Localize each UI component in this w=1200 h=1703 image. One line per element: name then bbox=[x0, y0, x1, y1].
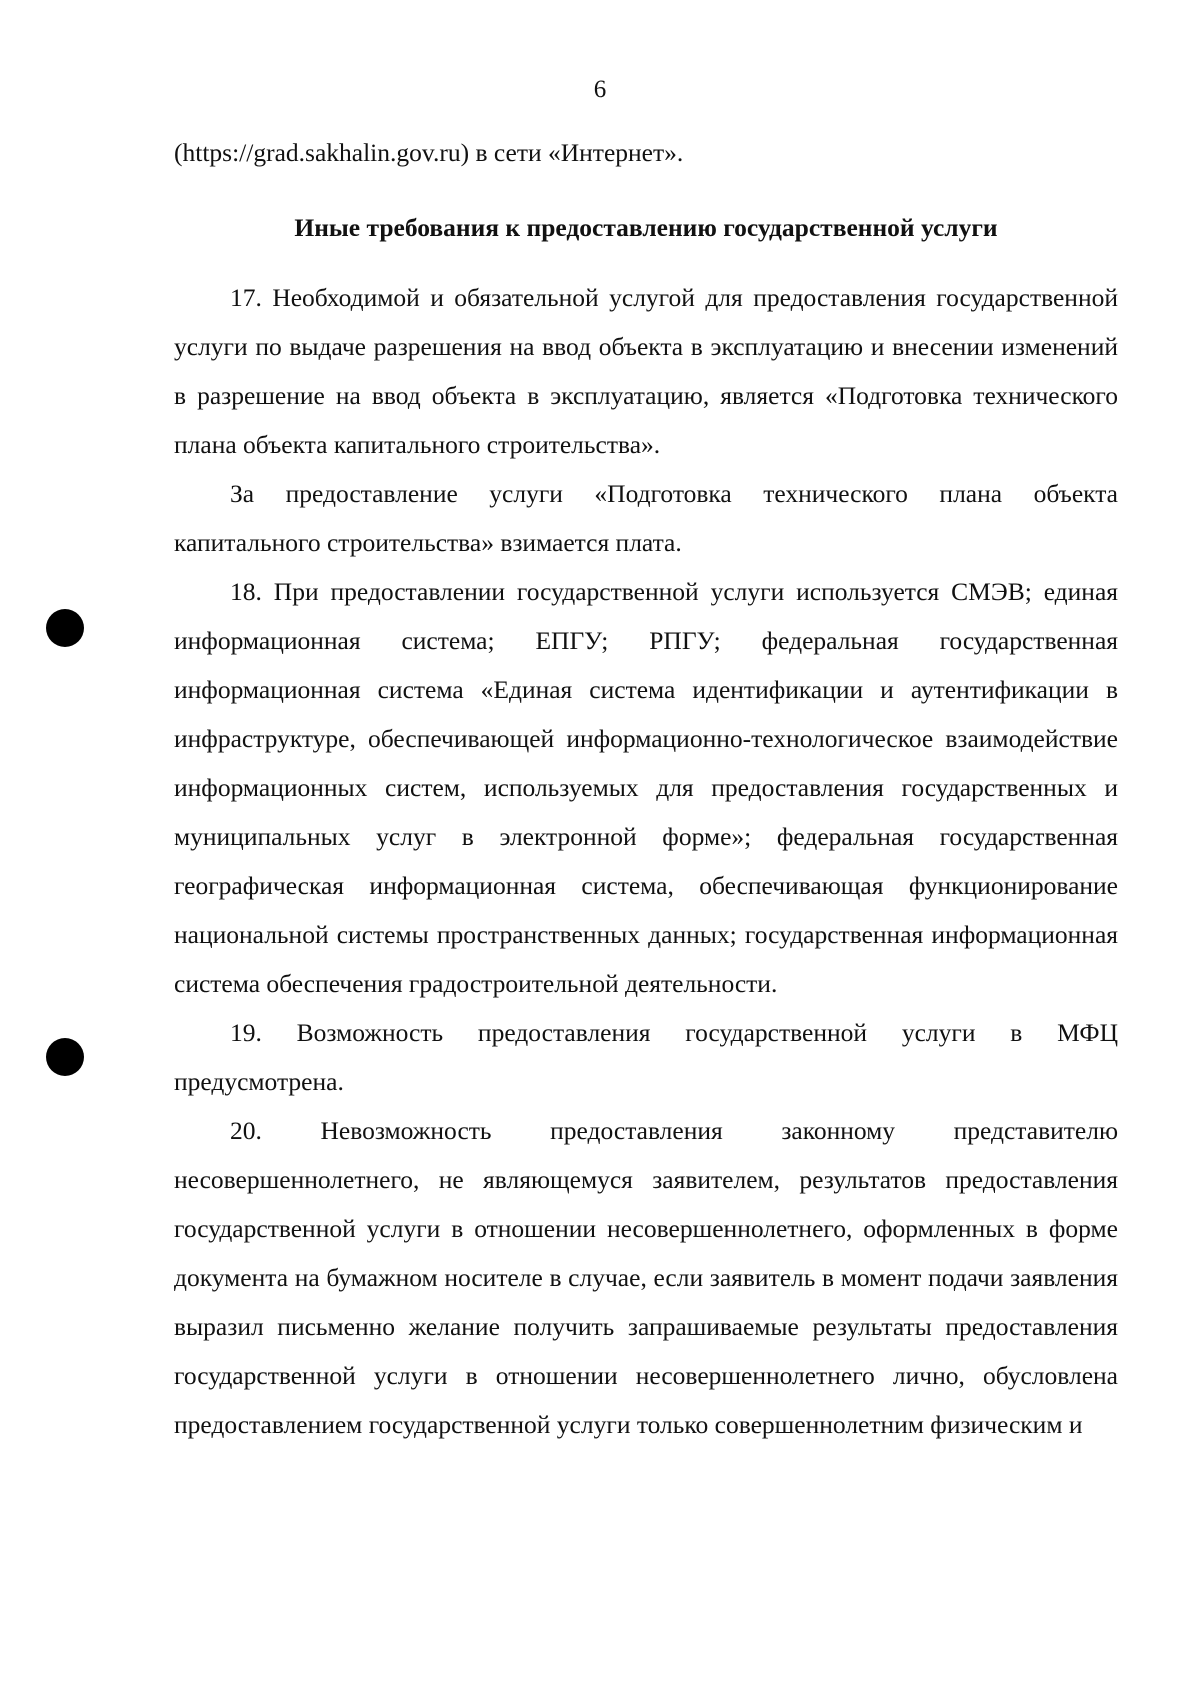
document-body bbox=[174, 128, 1118, 1449]
punch-hole bbox=[46, 609, 84, 647]
paragraph-20: 20. Невозможность предоставления законному представителю несовершеннолетнего, не являющемуся заявителем, результатов предоставления государственной услуги в отношении несовершеннолетнего, оформленных в форме документа на бумажном носителе в случае, если заявитель в момент подачи заявления выразил письменно желание получить запрашиваемые результаты предоставления государственной услуги в отношении несовершеннолетнего лично, обусловлена предоставлением государственной услуги только совершеннолетним физическим и bbox=[174, 1116, 1118, 1439]
paragraph-18: 18. При предоставлении государственной услуги используется СМЭВ; единая информационная система; ЕПГУ; РПГУ; федеральная государственная информационная система «Единая система идентификации и аутентификации в инфраструктуре, обеспечивающей информационно-технологическое взаимодействие информационных систем, используемых для предоставления государственных и муниципальных услуг в электронной форме»; федеральная государственная географическая информационная система, обеспечивающая функционирование национальной системы пространственных данных; государственная информационная система обеспечения градостроительной деятельности. bbox=[174, 577, 1118, 998]
paragraph-17: 17. Необходимой и обязательной услугой для предоставления государственной услуги по выдаче разрешения на ввод объекта в эксплуатацию и внесении изменений в разрешение на ввод объекта в эксплуатацию, является «Подготовка технического плана объекта капитального строительства». bbox=[174, 283, 1118, 459]
page-number: 6 bbox=[593, 76, 607, 103]
section-heading: Иные требования к предоставлению государственной услуги bbox=[294, 213, 998, 242]
punch-hole bbox=[46, 1038, 84, 1076]
paragraph-fee: За предоставление услуги «Подготовка технического плана объекта капитального строительства» взимается плата. bbox=[174, 479, 1118, 557]
paragraph-19: 19. Возможность предоставления государственной услуги в МФЦ предусмотрена. bbox=[174, 1018, 1118, 1096]
continuation-line: (https://grad.sakhalin.gov.ru) в сети «Интернет». bbox=[174, 138, 684, 167]
